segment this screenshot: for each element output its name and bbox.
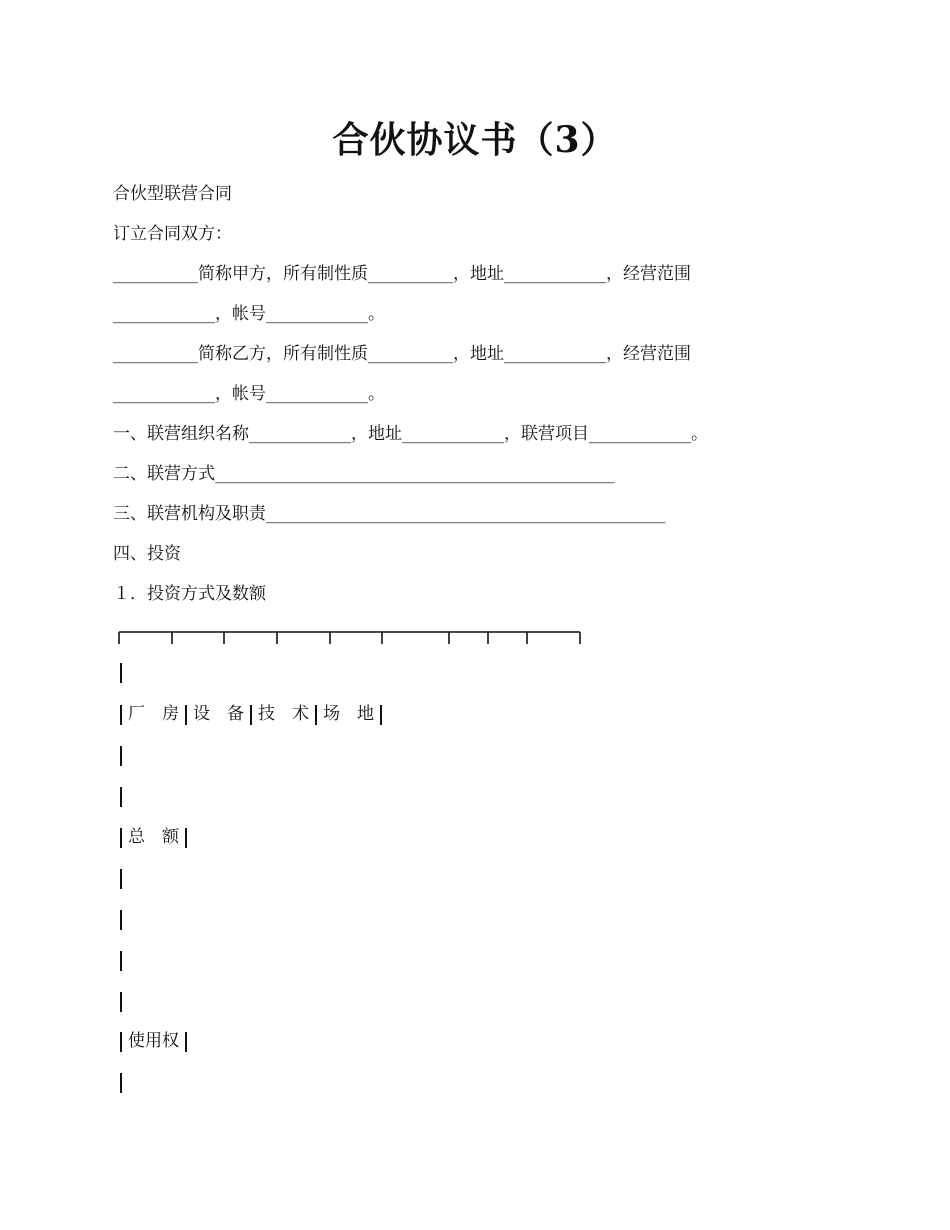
clause-1: 一、联营组织名称____________，地址____________，联营项目____________。 [113,424,708,444]
table-row-empty [118,660,124,684]
party-b-line-2: ____________，帐号____________。 [113,384,385,404]
table-row-empty [118,784,124,808]
table-border [250,705,252,725]
table-border [185,828,187,848]
table-row-empty [118,907,124,931]
table-cell-equipment: 设 备 [193,704,244,724]
table-border [315,705,317,725]
table-border [120,705,122,725]
clause-3: 三、联营机构及职责_______________________________________________ [113,504,666,524]
table-border [120,828,122,848]
table-row-use-right [118,1029,189,1053]
table-cell-factory: 厂 房 [128,704,179,724]
parties-intro: 订立合同双方： [113,224,232,244]
table-cell-technology: 技 术 [258,704,309,724]
table-row-empty [118,948,124,972]
table-cell-use-right: 使用权 [128,1031,179,1051]
document-title: 合伙协议书（3） [332,119,618,161]
clause-2: 二、联营方式_______________________________________________ [113,464,615,484]
table-border [120,787,122,807]
table-border [120,869,122,889]
table-border [120,1073,122,1093]
table-border [120,992,122,1012]
table-row-empty [118,866,124,890]
table-row-total [118,825,189,849]
table-border [120,951,122,971]
table-border [185,705,187,725]
table-row-header [118,702,384,726]
subtitle: 合伙型联营合同 [113,184,232,204]
table-top-border [118,630,588,646]
party-b-line-1: __________简称乙方，所有制性质__________，地址____________，经营范围 [113,344,691,364]
table-border [380,705,382,725]
table-cell-site: 场 地 [323,704,374,724]
table-row-empty [118,1070,124,1094]
clause-4: 四、投资 [113,544,181,564]
table-border [185,1032,187,1052]
table-border [120,910,122,930]
table-border [120,746,122,766]
party-a-line-2: ____________，帐号____________。 [113,304,385,324]
table-row-empty [118,743,124,767]
table-border [120,1032,122,1052]
party-a-line-1: __________简称甲方，所有制性质__________，地址____________，经营范围 [113,264,691,284]
clause-4-1: １．投资方式及数额 [113,584,266,604]
table-border [120,663,122,683]
table-row-empty [118,989,124,1013]
table-cell-total: 总 额 [128,827,179,847]
